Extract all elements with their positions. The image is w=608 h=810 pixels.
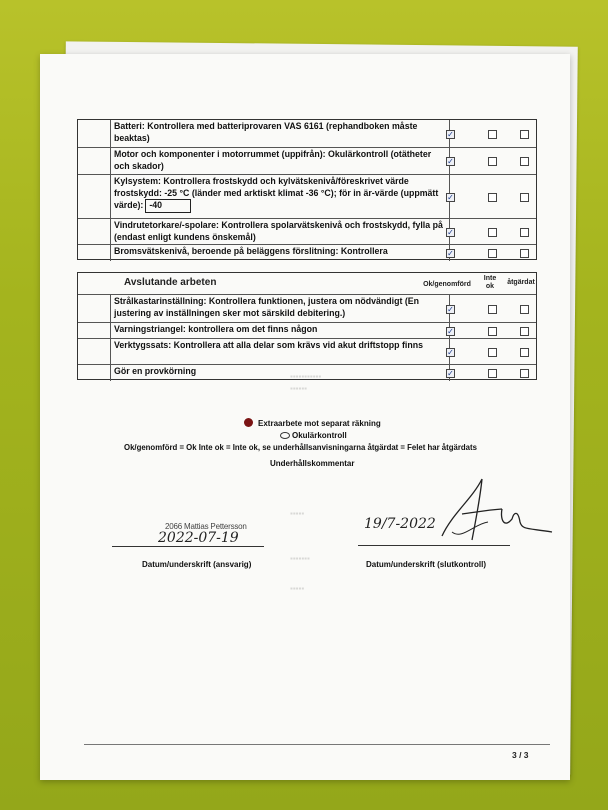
ok-checkbox[interactable]: ✓ [447, 130, 454, 139]
row-text-label: Kylsystem: Kontrollera frostskydd och kylvätskenivå/föreskrivet värde frostskydd: -25 °C (länder med arktiskt klimat -36 °C); för in är-värde (uppmätt värde): [114, 176, 439, 210]
not-ok-checkbox[interactable] [488, 369, 497, 378]
fixed-checkbox[interactable] [520, 369, 529, 378]
not-ok-checkbox[interactable] [488, 305, 497, 314]
technician-stamp: 2066 Mattias Pettersson [165, 522, 247, 531]
row-text: Batteri: Kontrollera med batteriprovaren VAS 6161 (rephandboken måste beaktas) [110, 120, 450, 147]
section-title: Avslutande arbeten [124, 277, 217, 288]
maintenance-comment-title: Underhållskommentar [270, 459, 355, 468]
table-row [78, 175, 536, 219]
handwritten-date-left: 2022-07-19 [158, 530, 239, 546]
table-row [78, 339, 536, 365]
table-header-row [78, 273, 536, 295]
not-ok-checkbox[interactable] [488, 130, 497, 139]
handwritten-date-right: 19/7-2022 [364, 516, 436, 532]
row-text: Strålkastarinställning: Kontrollera funktionen, justera om nödvändigt (En justering av inställningen sker mot särskild debitering.) [110, 295, 450, 322]
ok-checkbox[interactable]: ✓ [447, 249, 454, 258]
not-ok-checkbox[interactable] [488, 193, 497, 202]
row-text: Vindrutetorkare/-spolare: Kontrollera spolarvätskenivå och frostskydd, fylla på (endast enligt kundens önskemål) [110, 219, 450, 244]
fixed-checkbox[interactable] [520, 348, 529, 357]
fixed-checkbox[interactable] [520, 327, 529, 336]
document-page [40, 54, 570, 780]
fixed-checkbox[interactable] [520, 305, 529, 314]
ok-checkbox[interactable]: ✓ [447, 228, 454, 237]
legend-key: Ok/genomförd = Ok Inte ok = Inte ok, se underhållsanvisningarna åtgärdat = Felet har åtgärdats [124, 443, 477, 452]
show-through-marks: ▪▪▪▪▪ [290, 509, 305, 518]
ok-checkbox[interactable]: ✓ [447, 369, 454, 378]
not-ok-checkbox[interactable] [488, 348, 497, 357]
footer-rule [84, 744, 550, 745]
ok-checkbox[interactable]: ✓ [447, 327, 454, 336]
show-through-marks: ▪▪▪▪▪ [290, 584, 305, 593]
extra-work-dot-icon [244, 418, 253, 427]
not-ok-checkbox[interactable] [488, 249, 497, 258]
row-text: Motor och komponenter i motorrummet (uppifrån): Okulärkontroll (otätheter och skador) [110, 148, 450, 174]
table-row [78, 219, 536, 245]
table-row [78, 245, 536, 261]
extra-work-label: Extraarbete mot separat räkning [258, 419, 381, 428]
column-header-fixed: åtgärdat [507, 279, 535, 286]
inspection-table [77, 119, 537, 260]
row-text: Gör en provkörning [110, 365, 450, 381]
row-text: Bromsvätskenivå, beroende på beläggens förslitning: Kontrollera [110, 245, 450, 261]
not-ok-checkbox[interactable] [488, 327, 497, 336]
show-through-marks: ▪▪▪▪▪▪▪ [290, 554, 310, 563]
table-row [78, 295, 536, 323]
show-through-marks: ▪▪▪▪▪▪▪▪▪▪▪ [290, 372, 322, 381]
column-header-not-ok: Inte ok [483, 275, 497, 290]
column-header-ok: Ok/genomförd [423, 281, 471, 288]
fixed-checkbox[interactable] [520, 228, 529, 237]
not-ok-checkbox[interactable] [488, 228, 497, 237]
show-through-marks: ▪▪▪▪▪▪ [290, 384, 308, 393]
fixed-checkbox[interactable] [520, 157, 529, 166]
fixed-checkbox[interactable] [520, 130, 529, 139]
measured-value-field[interactable]: -40 [145, 199, 191, 213]
ok-checkbox[interactable]: ✓ [447, 157, 454, 166]
ok-checkbox[interactable]: ✓ [447, 305, 454, 314]
signature-caption-left: Datum/underskrift (ansvarig) [142, 560, 252, 569]
signature-line-right [358, 545, 510, 546]
signature-caption-right: Datum/underskrift (slutkontroll) [366, 560, 487, 569]
row-text [110, 175, 450, 218]
page-number: 3 / 3 [512, 750, 529, 760]
visual-check-label: Okulärkontroll [292, 431, 347, 440]
signature-line-left [112, 546, 264, 547]
closing-work-table [77, 272, 537, 380]
ok-checkbox[interactable]: ✓ [447, 193, 454, 202]
table-row [78, 120, 536, 148]
fixed-checkbox[interactable] [520, 193, 529, 202]
eye-icon [280, 432, 290, 439]
row-text: Varningstriangel: kontrollera om det finns någon [110, 323, 450, 338]
table-row [78, 148, 536, 175]
signature-scribble [432, 474, 562, 544]
ok-checkbox[interactable]: ✓ [447, 348, 454, 357]
table-row [78, 323, 536, 339]
row-text: Verktygssats: Kontrollera att alla delar som krävs vid akut driftstopp finns [110, 339, 450, 364]
fixed-checkbox[interactable] [520, 249, 529, 258]
not-ok-checkbox[interactable] [488, 157, 497, 166]
